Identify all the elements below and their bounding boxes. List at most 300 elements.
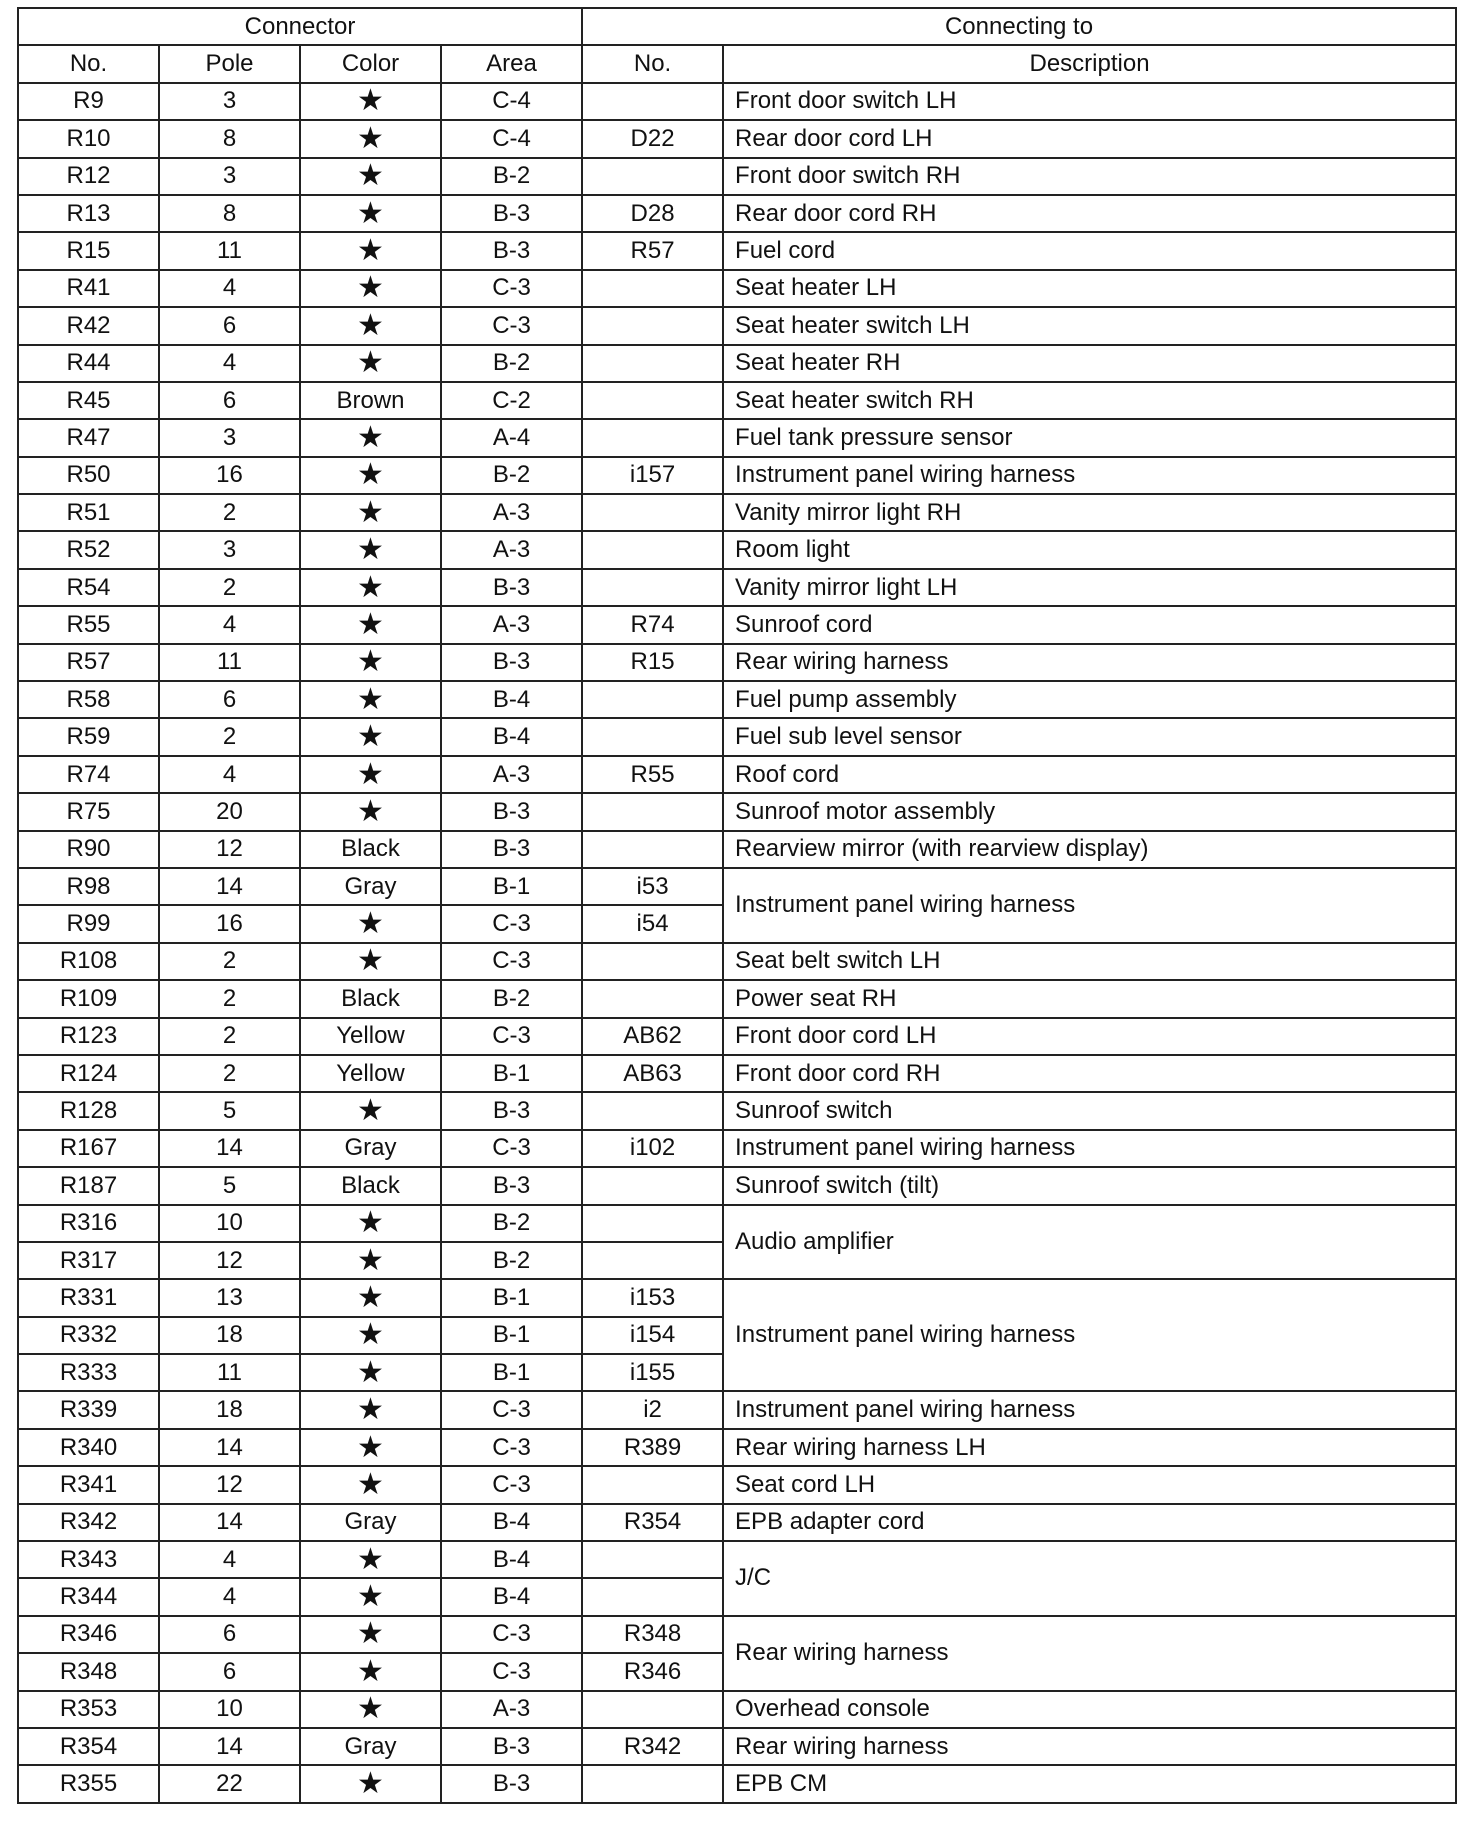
connector-no-cell: R339 xyxy=(18,1391,159,1428)
connector-no-cell: R13 xyxy=(18,195,159,232)
connector-no-cell: R108 xyxy=(18,943,159,980)
table-row xyxy=(18,120,1456,157)
connecting-no-cell xyxy=(582,270,723,307)
pole-cell: 12 xyxy=(159,831,300,868)
pole-cell: 4 xyxy=(159,270,300,307)
area-cell: C-3 xyxy=(441,307,582,344)
area-cell: A-3 xyxy=(441,756,582,793)
header-group-row xyxy=(18,8,1456,45)
description-cell: Rear wiring harness xyxy=(723,1728,1456,1765)
connecting-no-cell xyxy=(582,1205,723,1242)
connector-no-cell: R109 xyxy=(18,980,159,1017)
pole-cell: 2 xyxy=(159,718,300,755)
pole-cell: 6 xyxy=(159,307,300,344)
description-cell: Room light xyxy=(723,531,1456,568)
pole-cell: 2 xyxy=(159,943,300,980)
pole-cell: 11 xyxy=(159,232,300,269)
area-cell: A-3 xyxy=(441,606,582,643)
pole-cell: 14 xyxy=(159,1429,300,1466)
color-cell: ★ xyxy=(300,1092,441,1129)
area-cell: B-2 xyxy=(441,345,582,382)
pole-cell: 2 xyxy=(159,1055,300,1092)
color-cell: ★ xyxy=(300,681,441,718)
color-cell: ★ xyxy=(300,494,441,531)
description-cell: EPB adapter cord xyxy=(723,1504,1456,1541)
area-cell: C-3 xyxy=(441,943,582,980)
description-cell: Sunroof switch xyxy=(723,1092,1456,1129)
connector-no-cell: R340 xyxy=(18,1429,159,1466)
table-row xyxy=(18,1466,1456,1503)
area-cell: B-2 xyxy=(441,457,582,494)
area-cell: C-3 xyxy=(441,1018,582,1055)
connector-no-cell: R55 xyxy=(18,606,159,643)
description-cell: Sunroof cord xyxy=(723,606,1456,643)
table-row xyxy=(18,606,1456,643)
connecting-no-cell xyxy=(582,1242,723,1279)
area-cell: A-4 xyxy=(441,419,582,456)
connecting-no-cell: R389 xyxy=(582,1429,723,1466)
description-cell: Rearview mirror (with rearview display) xyxy=(723,831,1456,868)
description-cell: Sunroof switch (tilt) xyxy=(723,1167,1456,1204)
connector-no-cell: R333 xyxy=(18,1354,159,1391)
area-cell: C-3 xyxy=(441,1429,582,1466)
color-cell: ★ xyxy=(300,1242,441,1279)
pole-cell: 20 xyxy=(159,793,300,830)
description-cell: Fuel tank pressure sensor xyxy=(723,419,1456,456)
color-cell: ★ xyxy=(300,1205,441,1242)
table-row xyxy=(18,1205,1456,1242)
connector-no-cell: R187 xyxy=(18,1167,159,1204)
area-cell: B-3 xyxy=(441,1092,582,1129)
connector-no-cell: R51 xyxy=(18,494,159,531)
description-cell: Seat heater LH xyxy=(723,270,1456,307)
table-row xyxy=(18,419,1456,456)
connecting-no-cell xyxy=(582,1578,723,1615)
area-cell: C-4 xyxy=(441,120,582,157)
color-cell: ★ xyxy=(300,1541,441,1578)
pole-cell: 2 xyxy=(159,980,300,1017)
connecting-no-cell xyxy=(582,1691,723,1728)
color-cell: Yellow xyxy=(300,1055,441,1092)
color-cell: Gray xyxy=(300,1728,441,1765)
color-cell: ★ xyxy=(300,531,441,568)
description-cell: Audio amplifier xyxy=(723,1205,1456,1280)
description-cell: Seat heater switch RH xyxy=(723,382,1456,419)
color-cell: ★ xyxy=(300,1466,441,1503)
connecting-no-cell: i157 xyxy=(582,457,723,494)
area-cell: B-3 xyxy=(441,1167,582,1204)
area-cell: B-4 xyxy=(441,1541,582,1578)
pole-cell: 16 xyxy=(159,905,300,942)
connector-no-cell: R317 xyxy=(18,1242,159,1279)
color-cell: ★ xyxy=(300,569,441,606)
header-column-row xyxy=(18,45,1456,82)
pole-cell: 18 xyxy=(159,1317,300,1354)
pole-cell: 11 xyxy=(159,1354,300,1391)
connecting-no-cell xyxy=(582,569,723,606)
connector-no-cell: R52 xyxy=(18,531,159,568)
color-cell: Yellow xyxy=(300,1018,441,1055)
area-cell: B-1 xyxy=(441,1317,582,1354)
connecting-no-cell: i53 xyxy=(582,868,723,905)
connecting-no-cell xyxy=(582,718,723,755)
color-cell: Black xyxy=(300,1167,441,1204)
connecting-no-cell: D28 xyxy=(582,195,723,232)
connecting-no-cell: i153 xyxy=(582,1279,723,1316)
description-cell: Instrument panel wiring harness xyxy=(723,1279,1456,1391)
connector-no-cell: R9 xyxy=(18,83,159,120)
connector-no-cell: R167 xyxy=(18,1130,159,1167)
description-cell: Front door switch LH xyxy=(723,83,1456,120)
connecting-no-cell: R346 xyxy=(582,1653,723,1690)
col-header-description: Description xyxy=(723,45,1456,82)
color-cell: Gray xyxy=(300,1130,441,1167)
connector-no-cell: R355 xyxy=(18,1765,159,1802)
table-row xyxy=(18,756,1456,793)
pole-cell: 4 xyxy=(159,606,300,643)
table-row xyxy=(18,1092,1456,1129)
connector-no-cell: R15 xyxy=(18,232,159,269)
table-row xyxy=(18,457,1456,494)
col-header-pole: Pole xyxy=(159,45,300,82)
pole-cell: 3 xyxy=(159,158,300,195)
connecting-no-cell: AB63 xyxy=(582,1055,723,1092)
connector-no-cell: R128 xyxy=(18,1092,159,1129)
connecting-no-cell xyxy=(582,345,723,382)
area-cell: A-3 xyxy=(441,494,582,531)
table-row xyxy=(18,644,1456,681)
connecting-no-cell: i102 xyxy=(582,1130,723,1167)
color-cell: ★ xyxy=(300,1653,441,1690)
description-cell: J/C xyxy=(723,1541,1456,1616)
area-cell: B-3 xyxy=(441,644,582,681)
table-row xyxy=(18,1541,1456,1578)
connecting-no-cell xyxy=(582,307,723,344)
area-cell: C-4 xyxy=(441,83,582,120)
color-cell: ★ xyxy=(300,1691,441,1728)
connecting-no-cell xyxy=(582,793,723,830)
description-cell: EPB CM xyxy=(723,1765,1456,1802)
color-cell: ★ xyxy=(300,1354,441,1391)
color-cell: ★ xyxy=(300,1578,441,1615)
pole-cell: 12 xyxy=(159,1242,300,1279)
table-row xyxy=(18,382,1456,419)
table-row xyxy=(18,681,1456,718)
connector-no-cell: R346 xyxy=(18,1616,159,1653)
color-cell: Black xyxy=(300,831,441,868)
connector-no-cell: R353 xyxy=(18,1691,159,1728)
col-header-to-no: No. xyxy=(582,45,723,82)
area-cell: B-3 xyxy=(441,569,582,606)
pole-cell: 14 xyxy=(159,1130,300,1167)
table-row xyxy=(18,980,1456,1017)
description-cell: Fuel sub level sensor xyxy=(723,718,1456,755)
area-cell: B-3 xyxy=(441,1765,582,1802)
connecting-no-cell: R15 xyxy=(582,644,723,681)
area-cell: C-3 xyxy=(441,1616,582,1653)
color-cell: ★ xyxy=(300,457,441,494)
connector-no-cell: R10 xyxy=(18,120,159,157)
color-cell: ★ xyxy=(300,1616,441,1653)
connector-no-cell: R90 xyxy=(18,831,159,868)
pole-cell: 4 xyxy=(159,1541,300,1578)
color-cell: ★ xyxy=(300,606,441,643)
table-header xyxy=(18,8,1456,83)
connecting-no-cell: i54 xyxy=(582,905,723,942)
area-cell: C-3 xyxy=(441,1130,582,1167)
connector-no-cell: R47 xyxy=(18,419,159,456)
connector-group-header: Connector xyxy=(18,8,582,45)
pole-cell: 6 xyxy=(159,382,300,419)
connector-no-cell: R59 xyxy=(18,718,159,755)
connecting-no-cell: i2 xyxy=(582,1391,723,1428)
color-cell: Brown xyxy=(300,382,441,419)
area-cell: A-3 xyxy=(441,531,582,568)
area-cell: C-2 xyxy=(441,382,582,419)
connector-no-cell: R331 xyxy=(18,1279,159,1316)
pole-cell: 11 xyxy=(159,644,300,681)
connecting-no-cell: AB62 xyxy=(582,1018,723,1055)
area-cell: B-1 xyxy=(441,1055,582,1092)
description-cell: Seat cord LH xyxy=(723,1466,1456,1503)
pole-cell: 2 xyxy=(159,1018,300,1055)
color-cell: ★ xyxy=(300,718,441,755)
connector-no-cell: R354 xyxy=(18,1728,159,1765)
description-cell: Vanity mirror light LH xyxy=(723,569,1456,606)
description-cell: Seat heater switch LH xyxy=(723,307,1456,344)
area-cell: B-4 xyxy=(441,718,582,755)
color-cell: Gray xyxy=(300,868,441,905)
table-row xyxy=(18,718,1456,755)
pole-cell: 10 xyxy=(159,1205,300,1242)
pole-cell: 6 xyxy=(159,681,300,718)
connecting-no-cell: i154 xyxy=(582,1317,723,1354)
color-cell: ★ xyxy=(300,270,441,307)
description-cell: Sunroof motor assembly xyxy=(723,793,1456,830)
connecting-no-cell xyxy=(582,681,723,718)
connector-no-cell: R348 xyxy=(18,1653,159,1690)
color-cell: ★ xyxy=(300,1429,441,1466)
description-cell: Instrument panel wiring harness xyxy=(723,1391,1456,1428)
description-cell: Rear wiring harness xyxy=(723,644,1456,681)
color-cell: ★ xyxy=(300,345,441,382)
connector-no-cell: R99 xyxy=(18,905,159,942)
table-row xyxy=(18,1504,1456,1541)
pole-cell: 12 xyxy=(159,1466,300,1503)
pole-cell: 2 xyxy=(159,494,300,531)
area-cell: B-1 xyxy=(441,1279,582,1316)
description-cell: Vanity mirror light RH xyxy=(723,494,1456,531)
table-row xyxy=(18,1691,1456,1728)
pole-cell: 14 xyxy=(159,1504,300,1541)
pole-cell: 6 xyxy=(159,1616,300,1653)
connecting-no-cell: R74 xyxy=(582,606,723,643)
pole-cell: 3 xyxy=(159,531,300,568)
connector-no-cell: R124 xyxy=(18,1055,159,1092)
color-cell: Black xyxy=(300,980,441,1017)
connecting-no-cell: R354 xyxy=(582,1504,723,1541)
table-row xyxy=(18,1279,1456,1316)
area-cell: B-2 xyxy=(441,1205,582,1242)
connecting-no-cell xyxy=(582,382,723,419)
table-row xyxy=(18,1728,1456,1765)
pole-cell: 2 xyxy=(159,569,300,606)
connector-no-cell: R75 xyxy=(18,793,159,830)
table-row xyxy=(18,1055,1456,1092)
table-row xyxy=(18,831,1456,868)
connector-no-cell: R343 xyxy=(18,1541,159,1578)
description-cell: Fuel cord xyxy=(723,232,1456,269)
table-row xyxy=(18,569,1456,606)
connecting-no-cell xyxy=(582,494,723,531)
connector-no-cell: R332 xyxy=(18,1317,159,1354)
pole-cell: 22 xyxy=(159,1765,300,1802)
area-cell: A-3 xyxy=(441,1691,582,1728)
connector-no-cell: R98 xyxy=(18,868,159,905)
color-cell: ★ xyxy=(300,158,441,195)
area-cell: B-4 xyxy=(441,1504,582,1541)
table-row xyxy=(18,1765,1456,1802)
description-cell: Instrument panel wiring harness xyxy=(723,1130,1456,1167)
connector-no-cell: R50 xyxy=(18,457,159,494)
area-cell: C-3 xyxy=(441,1391,582,1428)
pole-cell: 14 xyxy=(159,1728,300,1765)
area-cell: B-3 xyxy=(441,1728,582,1765)
color-cell: ★ xyxy=(300,905,441,942)
table-row xyxy=(18,531,1456,568)
connector-no-cell: R123 xyxy=(18,1018,159,1055)
color-cell: ★ xyxy=(300,943,441,980)
connecting-to-group-header: Connecting to xyxy=(582,8,1456,45)
area-cell: B-2 xyxy=(441,158,582,195)
color-cell: ★ xyxy=(300,232,441,269)
connector-no-cell: R12 xyxy=(18,158,159,195)
table-row xyxy=(18,943,1456,980)
connecting-no-cell xyxy=(582,1167,723,1204)
pole-cell: 14 xyxy=(159,868,300,905)
color-cell: ★ xyxy=(300,1317,441,1354)
connector-no-cell: R74 xyxy=(18,756,159,793)
pole-cell: 8 xyxy=(159,195,300,232)
description-cell: Power seat RH xyxy=(723,980,1456,1017)
connecting-no-cell: R348 xyxy=(582,1616,723,1653)
color-cell: ★ xyxy=(300,793,441,830)
col-header-color: Color xyxy=(300,45,441,82)
pole-cell: 5 xyxy=(159,1092,300,1129)
connector-no-cell: R342 xyxy=(18,1504,159,1541)
color-cell: ★ xyxy=(300,1765,441,1802)
pole-cell: 4 xyxy=(159,756,300,793)
pole-cell: 5 xyxy=(159,1167,300,1204)
area-cell: C-3 xyxy=(441,1466,582,1503)
pole-cell: 13 xyxy=(159,1279,300,1316)
table-row xyxy=(18,270,1456,307)
area-cell: C-3 xyxy=(441,1653,582,1690)
color-cell: Gray xyxy=(300,1504,441,1541)
description-cell: Rear door cord LH xyxy=(723,120,1456,157)
pole-cell: 8 xyxy=(159,120,300,157)
connecting-no-cell xyxy=(582,1765,723,1802)
description-cell: Rear door cord RH xyxy=(723,195,1456,232)
pole-cell: 4 xyxy=(159,345,300,382)
connecting-no-cell xyxy=(582,83,723,120)
area-cell: B-1 xyxy=(441,868,582,905)
area-cell: B-3 xyxy=(441,195,582,232)
color-cell: ★ xyxy=(300,83,441,120)
connector-table-sheet xyxy=(17,7,1457,1807)
connector-no-cell: R58 xyxy=(18,681,159,718)
area-cell: B-3 xyxy=(441,793,582,830)
area-cell: B-2 xyxy=(441,1242,582,1279)
connecting-no-cell xyxy=(582,531,723,568)
pole-cell: 4 xyxy=(159,1578,300,1615)
table-row xyxy=(18,345,1456,382)
table-row xyxy=(18,1616,1456,1653)
connecting-no-cell xyxy=(582,419,723,456)
connecting-no-cell xyxy=(582,1541,723,1578)
connecting-no-cell: D22 xyxy=(582,120,723,157)
table-row xyxy=(18,195,1456,232)
area-cell: C-3 xyxy=(441,270,582,307)
area-cell: B-3 xyxy=(441,232,582,269)
area-cell: B-1 xyxy=(441,1354,582,1391)
table-body xyxy=(18,83,1456,1803)
description-cell: Rear wiring harness xyxy=(723,1616,1456,1691)
connecting-no-cell: R57 xyxy=(582,232,723,269)
connecting-no-cell xyxy=(582,943,723,980)
description-cell: Fuel pump assembly xyxy=(723,681,1456,718)
connector-no-cell: R54 xyxy=(18,569,159,606)
table-row xyxy=(18,793,1456,830)
connecting-no-cell: i155 xyxy=(582,1354,723,1391)
description-cell: Instrument panel wiring harness xyxy=(723,457,1456,494)
table-row xyxy=(18,1130,1456,1167)
color-cell: ★ xyxy=(300,1391,441,1428)
pole-cell: 18 xyxy=(159,1391,300,1428)
connecting-no-cell xyxy=(582,831,723,868)
connector-table xyxy=(17,7,1457,1804)
connector-no-cell: R41 xyxy=(18,270,159,307)
connecting-no-cell: R55 xyxy=(582,756,723,793)
pole-cell: 16 xyxy=(159,457,300,494)
table-row xyxy=(18,868,1456,905)
table-row xyxy=(18,1429,1456,1466)
color-cell: ★ xyxy=(300,756,441,793)
area-cell: C-3 xyxy=(441,905,582,942)
table-row xyxy=(18,1018,1456,1055)
table-row xyxy=(18,158,1456,195)
description-cell: Rear wiring harness LH xyxy=(723,1429,1456,1466)
table-row xyxy=(18,83,1456,120)
pole-cell: 3 xyxy=(159,83,300,120)
connector-no-cell: R44 xyxy=(18,345,159,382)
connecting-no-cell xyxy=(582,1092,723,1129)
col-header-no: No. xyxy=(18,45,159,82)
description-cell: Roof cord xyxy=(723,756,1456,793)
table-row xyxy=(18,1167,1456,1204)
pole-cell: 6 xyxy=(159,1653,300,1690)
area-cell: B-4 xyxy=(441,681,582,718)
description-cell: Instrument panel wiring harness xyxy=(723,868,1456,943)
connecting-no-cell: R342 xyxy=(582,1728,723,1765)
description-cell: Seat heater RH xyxy=(723,345,1456,382)
table-row xyxy=(18,494,1456,531)
color-cell: ★ xyxy=(300,1279,441,1316)
connector-no-cell: R344 xyxy=(18,1578,159,1615)
pole-cell: 3 xyxy=(159,419,300,456)
connecting-no-cell xyxy=(582,980,723,1017)
color-cell: ★ xyxy=(300,195,441,232)
